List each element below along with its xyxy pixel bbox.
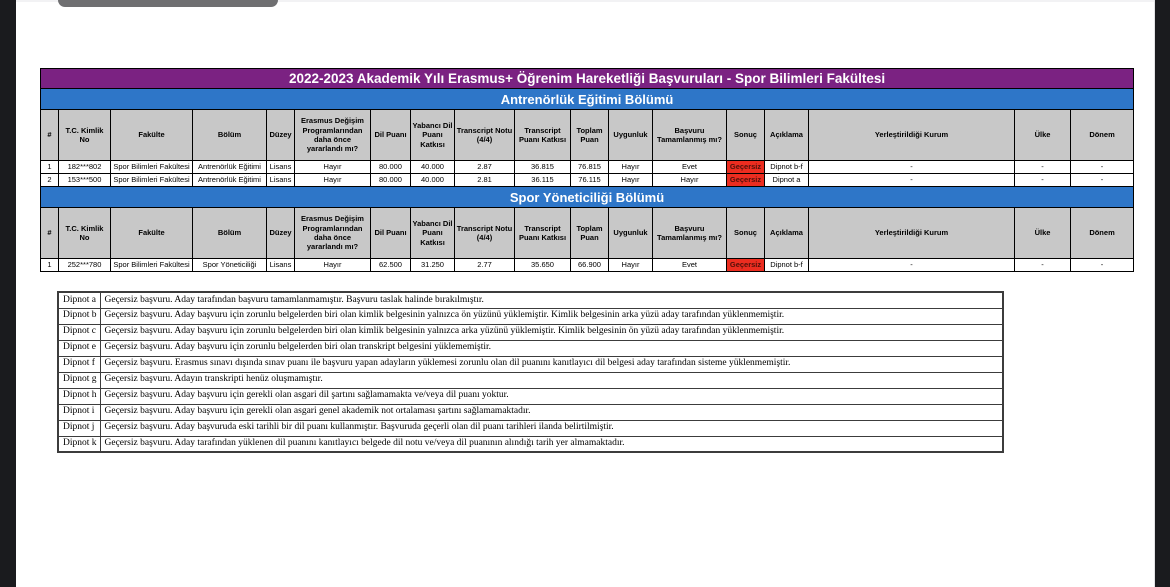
header-cell: Ülke [1015,110,1071,161]
footnotes-table [57,291,1004,453]
header-cell: Bölüm [193,110,267,161]
header-cell: Transcript Puanı Katkısı [515,110,571,161]
section-row [41,89,1134,110]
right-black-border [1154,0,1170,587]
header-cell: Transcript Puanı Katkısı [515,208,571,259]
data-cell: - [809,174,1015,187]
footnote-label: Dipnot e [58,340,100,356]
data-cell: 36.815 [515,161,571,174]
header-cell: Yerleştirildiği Kurum [809,208,1015,259]
header-cell: Yerleştirildiği Kurum [809,110,1015,161]
footnote-row [58,388,1003,404]
data-cell: - [1015,174,1071,187]
footnote-row [58,356,1003,372]
data-cell: Dipnot b-f [765,259,809,272]
data-cell: 153***500 [59,174,111,187]
footnote-label: Dipnot i [58,404,100,420]
data-cell: Dipnot a [765,174,809,187]
data-cell: Lisans [267,174,295,187]
data-cell: Spor Bilimleri Fakültesi [111,259,193,272]
data-cell: - [1071,259,1134,272]
header-row [41,208,1134,259]
footnote-row [58,420,1003,436]
data-cell: Spor Yöneticiliği [193,259,267,272]
data-cell: Antrenörlük Eğitimi [193,161,267,174]
footnote-text: Geçersiz başvuru. Aday tarafından yüklenen dil puanını kanıtlayıcı belgede dil notu ve/veya dil puanının alındığı tarih yer almamaktadır. [100,436,1003,452]
data-cell: Evet [653,259,727,272]
footnote-text: Geçersiz başvuru. Aday başvuru için zorunlu belgelerden biri olan kimlik belgesinin yalnızca ön yüzünü yüklemiştir. Kimlik belgesinin arka yüzü aday tarafından yüklenmemiştir. [100,308,1003,324]
data-cell: 62.500 [371,259,411,272]
data-cell: Hayır [609,174,653,187]
data-cell: 2.87 [455,161,515,174]
footnote-text: Geçersiz başvuru. Erasmus sınavı dışında sınav puanı ile başvuru yapan adayların yüklemesi zorunlu olan dil puanını kanıtlayıcı dil belgesi aday tarafından sisteme yüklenmemiştir. [100,356,1003,372]
header-cell: Sonuç [727,110,765,161]
data-cell: Spor Bilimleri Fakültesi [111,161,193,174]
data-cell: Hayır [295,259,371,272]
footnote-row [58,404,1003,420]
footnote-label: Dipnot g [58,372,100,388]
data-cell: Hayır [295,174,371,187]
data-cell: 76.815 [571,161,609,174]
footnote-row [58,292,1003,308]
header-cell: # [41,110,59,161]
data-cell: 2.81 [455,174,515,187]
footnote-row [58,436,1003,452]
result-cell: Geçersiz [727,174,765,187]
data-cell: 182***802 [59,161,111,174]
data-cell: - [809,259,1015,272]
applicant-row [41,161,1134,174]
title-row [41,69,1134,89]
footnote-label: Dipnot h [58,388,100,404]
document-title: 2022-2023 Akademik Yılı Erasmus+ Öğrenim Hareketliği Başvuruları - Spor Bilimleri Fakültesi [41,69,1134,89]
header-cell: T.C. Kimlik No [59,208,111,259]
data-cell: Hayır [609,161,653,174]
data-cell: 1 [41,259,59,272]
header-cell: Uygunluk [609,110,653,161]
footnote-text: Geçersiz başvuru. Aday başvuru için gerekli olan asgari genel akademik not ortalaması şartını sağlamamaktadır. [100,404,1003,420]
header-cell: # [41,208,59,259]
data-cell: Evet [653,161,727,174]
data-cell: 252***780 [59,259,111,272]
footnote-text: Geçersiz başvuru. Aday başvuruda eski tarihli bir dil puanı kullanmıştır. Başvuruda geçerli olan dil puanı tarihleri ilanda belirtilmiştir. [100,420,1003,436]
data-cell: Hayır [295,161,371,174]
footnote-label: Dipnot j [58,420,100,436]
header-cell: Transcript Notu (4/4) [455,208,515,259]
data-cell: 40.000 [411,174,455,187]
header-cell: Başvuru Tamamlanmış mı? [653,208,727,259]
applicant-row [41,174,1134,187]
result-cell: Geçersiz [727,259,765,272]
header-cell: Erasmus Değişim Programlarından daha önce yararlandı mı? [295,208,371,259]
footnote-label: Dipnot b [58,308,100,324]
section-title: Spor Yöneticiliği Bölümü [41,187,1134,208]
data-cell: Dipnot b-f [765,161,809,174]
data-cell: 66.900 [571,259,609,272]
footnote-row [58,340,1003,356]
header-cell: Dönem [1071,208,1134,259]
header-cell: Açıklama [765,208,809,259]
header-cell: Dönem [1071,110,1134,161]
header-cell: Fakülte [111,110,193,161]
data-cell: Hayır [653,174,727,187]
data-cell: - [1015,259,1071,272]
data-cell: Lisans [267,161,295,174]
header-cell: Bölüm [193,208,267,259]
data-cell: 80.000 [371,161,411,174]
footnote-text: Geçersiz başvuru. Aday başvuru için zorunlu belgelerden biri olan kimlik belgesinin yalnızca arka yüzünü yüklemiştir. Kimlik belgesinin ön yüzü aday tarafından yüklenmemiştir. [100,324,1003,340]
data-cell: 2.77 [455,259,515,272]
footnote-text: Geçersiz başvuru. Aday başvuru için zorunlu belgelerden biri olan transkript belgesini yüklememiştir. [100,340,1003,356]
header-cell: Düzey [267,110,295,161]
applications-table [40,68,1134,272]
header-cell: Fakülte [111,208,193,259]
header-cell: Transcript Notu (4/4) [455,110,515,161]
footnote-row [58,372,1003,388]
header-cell: Toplam Puan [571,208,609,259]
footnote-text: Geçersiz başvuru. Adayın transkripti henüz oluşmamıştır. [100,372,1003,388]
data-cell: 36.115 [515,174,571,187]
data-cell: Lisans [267,259,295,272]
header-cell: Erasmus Değişim Programlarından daha önce yararlandı mı? [295,110,371,161]
header-cell: Yabancı Dil Puanı Katkısı [411,208,455,259]
data-cell: 80.000 [371,174,411,187]
footnote-row [58,308,1003,324]
data-cell: Spor Bilimleri Fakültesi [111,174,193,187]
applicant-row [41,259,1134,272]
footnote-label: Dipnot k [58,436,100,452]
header-cell: T.C. Kimlik No [59,110,111,161]
data-cell: 2 [41,174,59,187]
header-cell: Toplam Puan [571,110,609,161]
data-cell: 31.250 [411,259,455,272]
data-cell: Antrenörlük Eğitimi [193,174,267,187]
footnote-label: Dipnot f [58,356,100,372]
footnote-text: Geçersiz başvuru. Aday tarafından başvuru tamamlanmamıştır. Başvuru taslak halinde bırakılmıştır. [100,292,1003,308]
header-cell: Dil Puanı [371,208,411,259]
result-cell: Geçersiz [727,161,765,174]
header-cell: Düzey [267,208,295,259]
header-cell: Dil Puanı [371,110,411,161]
data-cell: Hayır [609,259,653,272]
data-cell: - [1015,161,1071,174]
data-cell: 35.650 [515,259,571,272]
browser-tab-bottom[interactable] [58,0,278,7]
left-black-border [0,0,16,587]
header-cell: Ülke [1015,208,1071,259]
footnote-row [58,324,1003,340]
footnote-label: Dipnot c [58,324,100,340]
header-cell: Yabancı Dil Puanı Katkısı [411,110,455,161]
footnote-label: Dipnot a [58,292,100,308]
header-cell: Sonuç [727,208,765,259]
data-cell: - [809,161,1015,174]
data-cell: 1 [41,161,59,174]
section-row [41,187,1134,208]
data-cell: 76.115 [571,174,609,187]
section-title: Antrenörlük Eğitimi Bölümü [41,89,1134,110]
header-row [41,110,1134,161]
header-cell: Uygunluk [609,208,653,259]
header-cell: Başvuru Tamamlanmış mı? [653,110,727,161]
data-cell: - [1071,161,1134,174]
footnote-text: Geçersiz başvuru. Aday başvuru için gerekli olan asgari dil şartını sağlamamakta ve/veya dil puanı yoktur. [100,388,1003,404]
header-cell: Açıklama [765,110,809,161]
data-cell: 40.000 [411,161,455,174]
data-cell: - [1071,174,1134,187]
